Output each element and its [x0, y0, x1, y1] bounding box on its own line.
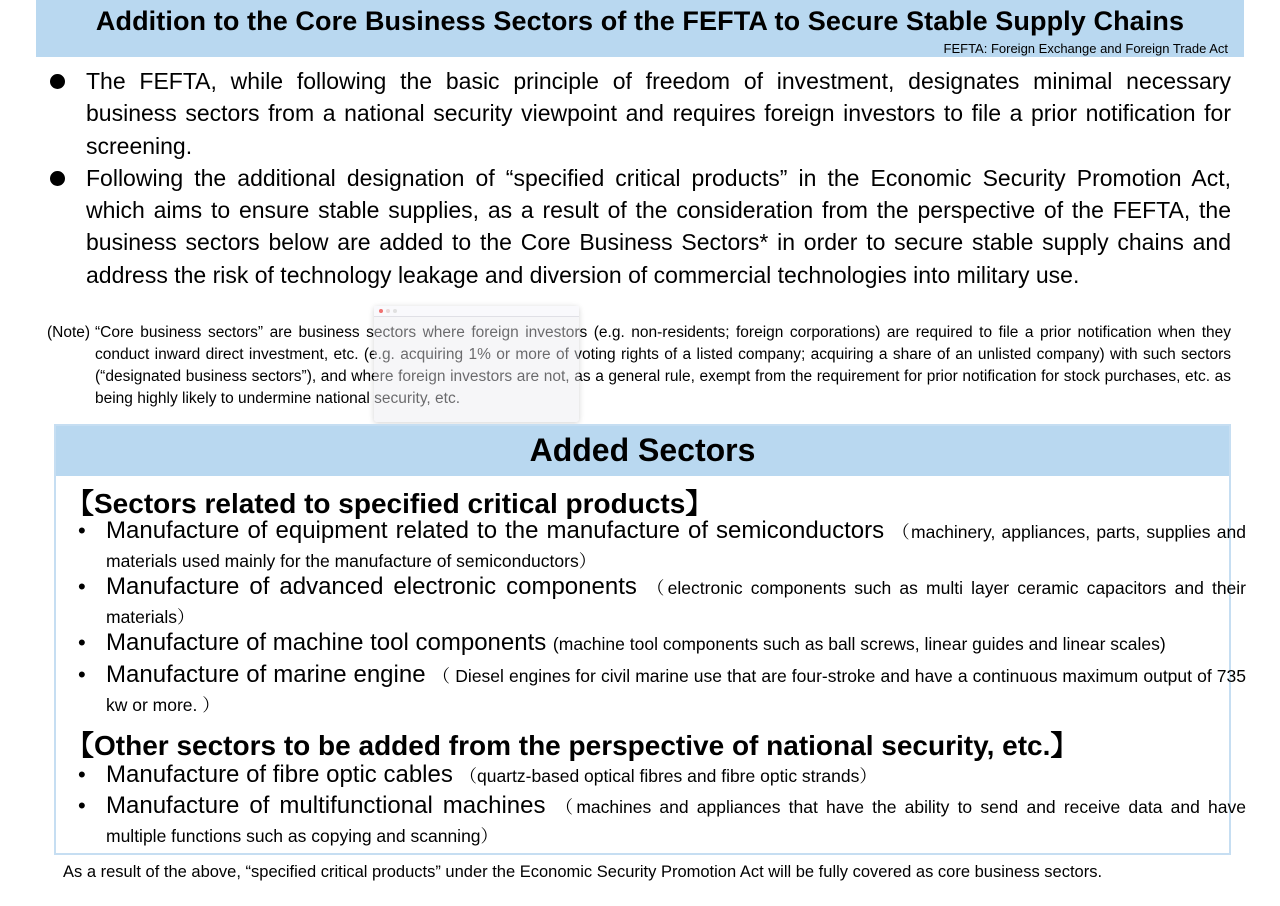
sector-detail: （ Diesel engines for civil marine use that are four-stroke and have a continuous maximum output of 735 kw or more. ）: [106, 666, 1246, 715]
sector-name: Manufacture of machine tool components: [106, 629, 547, 656]
sector-item: [78, 629, 1246, 658]
sector-item: [78, 761, 1246, 790]
bullet-text: Following the additional designation of “specified critical products” in the Economic Security Promotion Act, which aims to ensure stable supplies, as a result of the consideration from the perspective of the FEFTA, the business sectors below are added to the Core Business Sectors* in order to secure stable supply chains and address the risk of technology leakage and diversion of commercial technologies into military use.: [86, 164, 1231, 288]
bullet-dot-icon: [50, 171, 65, 186]
sector-name: Manufacture of fibre optic cables: [106, 761, 453, 788]
intro-bullet: [48, 65, 1231, 162]
bullet-icon: •: [78, 793, 86, 818]
sector-name: Manufacture of advanced electronic components: [106, 573, 637, 600]
close-dot-icon[interactable]: [379, 309, 383, 313]
note-body-wrap: [47, 322, 1231, 410]
added-sectors-header: [56, 426, 1229, 476]
group-heading: 【Other sectors to be added from the perspective of national security, etc.】: [66, 730, 1079, 761]
sector-name: Manufacture of marine engine: [106, 661, 426, 688]
group-heading: 【Sectors related to specified critical products】: [66, 488, 714, 519]
bullet-icon: •: [78, 574, 86, 599]
sector-detail: （machinery, appliances, parts, supplies and materials used mainly for the manufacture of semiconductors）: [106, 522, 1246, 571]
sector-detail: （quartz-based optical fibres and fibre optic strands）: [459, 766, 877, 786]
sector-detail: （electronic components such as multi layer ceramic capacitors and their materials）: [106, 578, 1247, 627]
sector-item: [78, 517, 1246, 575]
conclusion-text: As a result of the above, “specified critical products” under the Economic Security Promotion Act will be fully covered as core business sectors.: [63, 863, 1103, 881]
page-title: Addition to the Core Business Sectors of the FEFTA to Secure Stable Supply Chains: [95, 6, 1185, 36]
intro-bullet: [48, 162, 1231, 291]
bullet-icon: •: [78, 518, 86, 543]
sector-item: [78, 573, 1246, 631]
bullet-icon: •: [78, 662, 86, 687]
note-text: “Core business sectors” are business sectors where foreign investors (e.g. non-residents; foreign corporations) are required to file a prior notification when they conduct inward direct investment, etc. (e.g. acquiring 1% or more of voting rights of a listed company; acquiring a share of an unlisted company) with such sectors (“designated business sectors”), and where foreign investors are not, as a general rule, exempt from the requirement for prior notification for stock purchases, etc. as being highly likely to undermine national security, etc.: [95, 324, 1231, 407]
added-sectors-title: Added Sectors: [529, 432, 756, 468]
sector-detail: (machine tool components such as ball screws, linear guides and linear scales): [552, 634, 1166, 654]
definition-note: [47, 322, 1231, 410]
title-bar: [36, 0, 1244, 57]
sector-item: [78, 661, 1246, 719]
sector-item: [78, 792, 1246, 850]
minimize-dot-icon[interactable]: [386, 309, 390, 313]
abbreviation-note: FEFTA: Foreign Exchange and Foreign Trade Act: [943, 41, 1228, 56]
maximize-dot-icon[interactable]: [393, 309, 397, 313]
bullet-icon: •: [78, 630, 86, 655]
bullet-dot-icon: [50, 74, 65, 89]
added-sectors-panel: [54, 424, 1247, 855]
floating-window-overlay[interactable]: [374, 306, 579, 422]
sector-name: Manufacture of multifunctional machines: [106, 792, 546, 819]
note-label: (Note): [47, 324, 91, 341]
intro-bullets: [48, 65, 1231, 291]
bullet-text: The FEFTA, while following the basic principle of freedom of investment, designates minimal necessary business sectors from a national security viewpoint and requires foreign investors to file a prior notification for screening.: [86, 68, 1231, 159]
sector-name: Manufacture of equipment related to the manufacture of semiconductors: [106, 517, 885, 544]
bullet-icon: •: [78, 762, 86, 787]
overlay-titlebar[interactable]: [374, 306, 579, 317]
sector-detail: （machines and appliances that have the ability to send and receive data and have multiple functions such as copying and scanning）: [106, 797, 1247, 846]
